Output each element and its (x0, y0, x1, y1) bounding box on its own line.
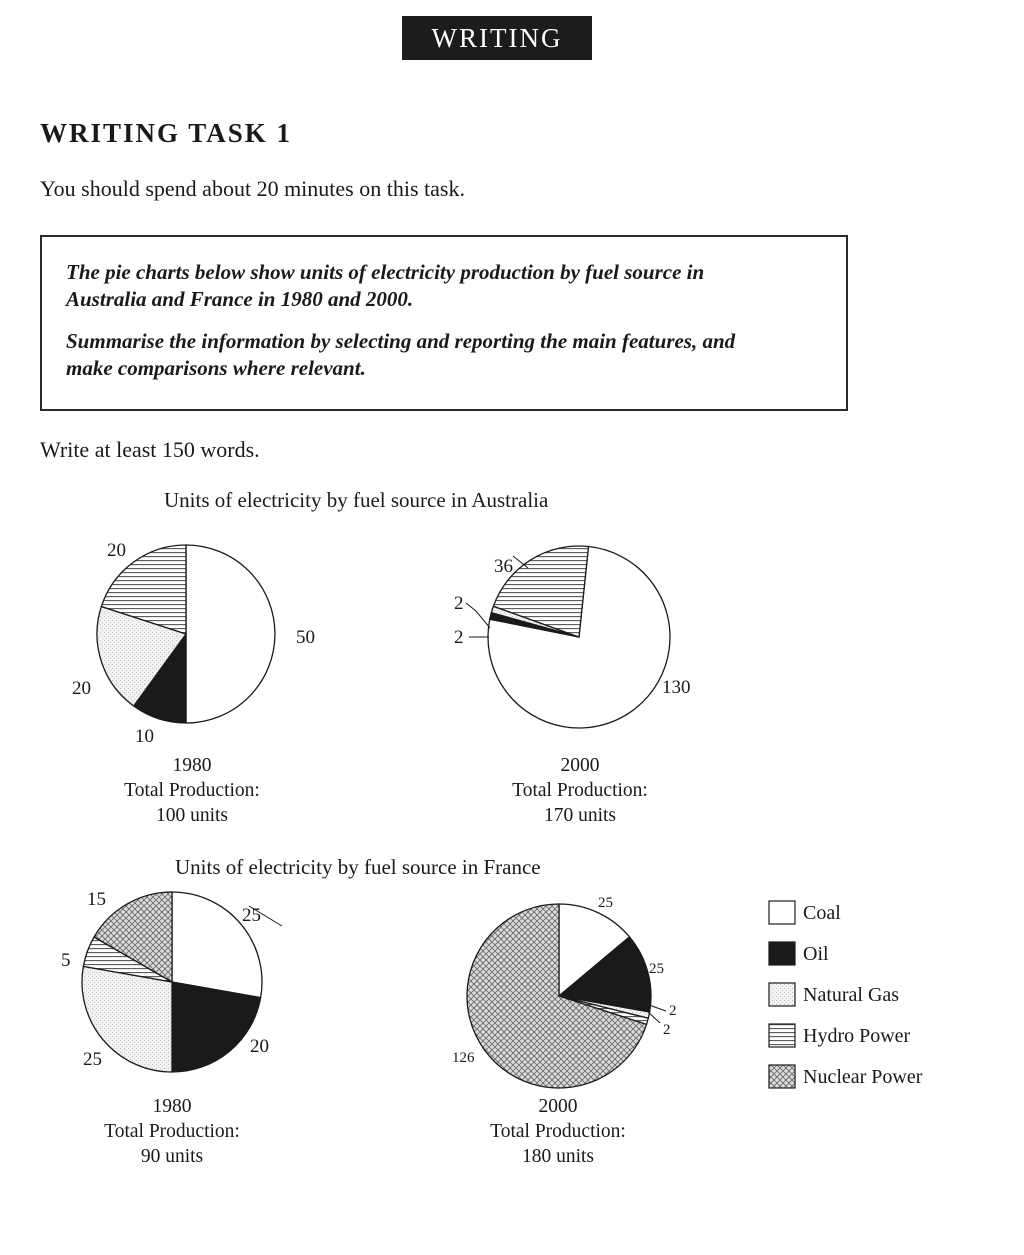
label-fra1980-coal: 25 (242, 905, 261, 926)
pie-france-2000 (467, 904, 651, 1088)
caption-fra1980-year: 1980 (152, 1096, 192, 1117)
pie-france-1980 (82, 892, 262, 1072)
caption-aus2000 (512, 755, 648, 826)
label-aus1980-oil: 10 (135, 726, 154, 747)
label-fra2000-gas: 2 (669, 1003, 677, 1019)
label-fra1980-gas: 25 (83, 1049, 102, 1070)
legend-swatch-hydro-power (769, 1024, 795, 1047)
caption-fra2000-year: 2000 (538, 1096, 578, 1117)
caption-aus2000-year: 2000 (560, 755, 600, 776)
task-title: WRITING TASK 1 (40, 118, 293, 148)
caption-fra1980-total-label: Total Production: (104, 1121, 240, 1142)
word-requirement: Write at least 150 words. (40, 437, 260, 462)
prompt-line-4: make comparisons where relevant. (66, 356, 366, 380)
label-aus2000-gas: 2 (454, 593, 464, 614)
prompt-line-3: Summarise the information by selecting and reporting the main features, and (66, 329, 736, 353)
section-badge: WRITING (402, 16, 592, 60)
legend (769, 901, 923, 1088)
legend-swatch-coal (769, 901, 795, 924)
caption-aus2000-total-label: Total Production: (512, 780, 648, 801)
legend-swatch-oil (769, 942, 795, 965)
caption-aus1980-total-label: Total Production: (124, 780, 260, 801)
label-aus2000-hydro: 36 (494, 556, 513, 577)
legend-swatch-natural-gas (769, 983, 795, 1006)
label-aus1980-hydro: 20 (107, 540, 126, 561)
legend-swatch-nuclear-power (769, 1065, 795, 1088)
label-fra2000-hydro: 2 (663, 1022, 671, 1038)
label-fra1980-hydro: 5 (61, 950, 71, 971)
pie-slice-oil (172, 982, 261, 1072)
prompt-line-2: Australia and France in 1980 and 2000. (66, 287, 414, 311)
legend-label-nuclear-power: Nuclear Power (803, 1066, 923, 1088)
caption-aus2000-total-value: 170 units (543, 805, 617, 826)
prompt-line-1: The pie charts below show units of electricity production by fuel source in (66, 260, 705, 284)
label-fra2000-nuclear: 126 (452, 1050, 475, 1066)
legend-label-oil: Oil (803, 943, 829, 965)
caption-aus1980 (124, 755, 260, 826)
caption-aus1980-year: 1980 (172, 755, 212, 776)
caption-fra2000-total-value: 180 units (521, 1146, 595, 1167)
label-fra1980-oil: 20 (250, 1036, 269, 1057)
label-aus1980-gas: 20 (72, 678, 91, 699)
australia-chart-title: Units of electricity by fuel source in Australia (164, 488, 549, 512)
pie-slice-coal (186, 545, 275, 723)
legend-label-natural-gas: Natural Gas (803, 984, 900, 1006)
legend-label-hydro-power: Hydro Power (803, 1025, 911, 1047)
caption-fra1980-total-value: 90 units (140, 1146, 204, 1167)
label-aus2000-oil: 2 (454, 627, 464, 648)
pie-australia-2000 (488, 546, 670, 728)
time-instruction: You should spend about 20 minutes on this task. (40, 176, 465, 201)
leader-aus2000-gas (466, 603, 490, 628)
legend-label-coal: Coal (803, 902, 841, 924)
pie-australia-1980 (97, 545, 275, 723)
caption-fra2000 (490, 1096, 626, 1167)
label-aus1980-coal: 50 (296, 627, 315, 648)
caption-aus1980-total-value: 100 units (155, 805, 229, 826)
caption-fra1980 (104, 1096, 240, 1167)
label-fra2000-coal: 25 (598, 895, 613, 911)
label-fra2000-oil: 25 (649, 961, 664, 977)
leader-aus2000-hydro (513, 556, 528, 568)
france-chart-title: Units of electricity by fuel source in France (175, 855, 541, 879)
label-aus2000-coal: 130 (662, 677, 691, 698)
caption-fra2000-total-label: Total Production: (490, 1121, 626, 1142)
label-fra1980-nuclear: 15 (87, 889, 106, 910)
